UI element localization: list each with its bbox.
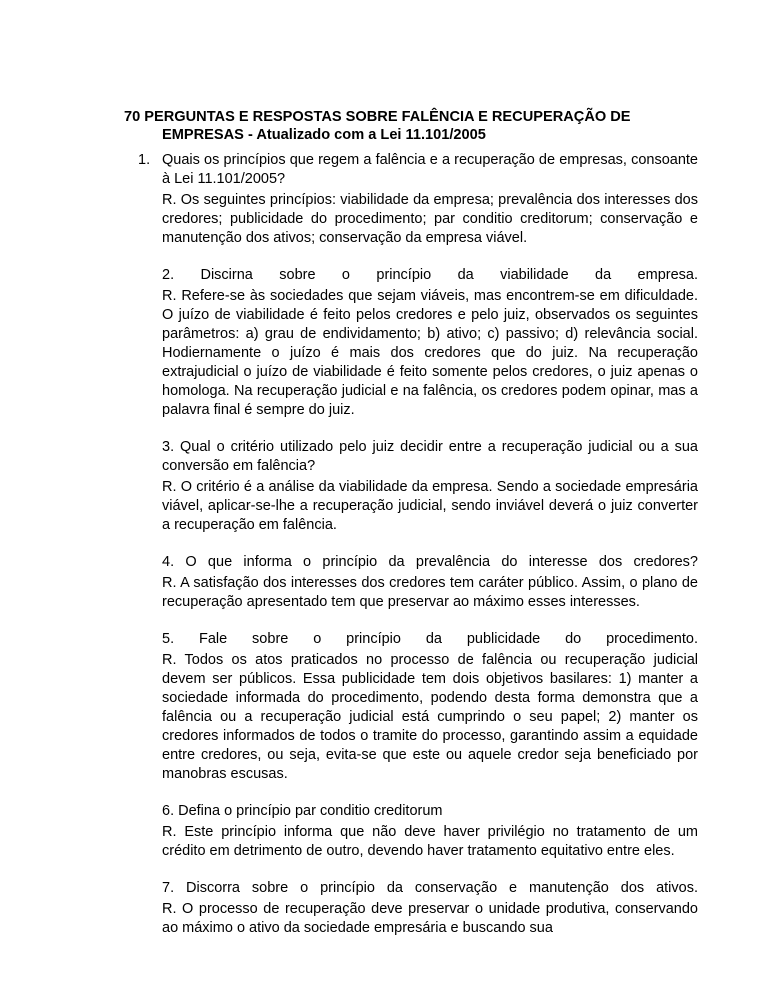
answer-7: R. O processo de recuperação deve preservar o unidade produtiva, conservando ao máximo o ativo da sociedade empresária e buscando sua (162, 901, 698, 936)
answer-3: R. O critério é a análise da viabilidade da empresa. Sendo a sociedade empresária viável, aplicar-se-lhe a recuperação judicial, sendo inviável deverá o juiz converter a recuperação em falência. (162, 479, 698, 533)
answer-2: R. Refere-se às sociedades que sejam viáveis, mas encontrem-se em dificuldade. O juízo de viabilidade é feito pelos credores e pelo juiz, observados os seguintes parâmetros: a) grau de endividamento; b) ativo; c) passivo; d) relevância social. Hodiernamente o juízo é mais dos credores que do juiz. Na recuperação extrajudicial o juízo de viabilidade é feito somente pelos credores, o juiz apenas o homologa. Na recuperação judicial e na falência, os credores podem opinar, mas a palavra final é sempre do juiz. (162, 288, 698, 418)
qa-item-1 (138, 151, 698, 248)
question-1-number: 1. (138, 152, 151, 168)
question-4: 4. O que informa o princípio da prevalência do interesse dos credores? (162, 554, 698, 570)
document-title (124, 108, 704, 144)
question-7: 7. Discorra sobre o princípio da conservação e manutenção dos ativos. (162, 880, 698, 896)
qa-item-5 (162, 630, 698, 784)
qa-item-4 (162, 553, 698, 612)
qa-list (138, 151, 698, 956)
question-2: 2. Discirna sobre o princípio da viabilidade da empresa. (162, 267, 698, 283)
title-line-2: EMPRESAS - Atualizado com a Lei 11.101/2005 (162, 127, 486, 143)
title-line-1: 70 PERGUNTAS E RESPOSTAS SOBRE FALÊNCIA E RECUPERAÇÃO DE (124, 109, 631, 125)
qa-item-6 (162, 802, 698, 861)
question-1 (138, 151, 698, 189)
answer-1: R. Os seguintes princípios: viabilidade da empresa; prevalência dos interesses dos credores; publicidade do procedimento; par conditio creditorum; conservação e manutenção dos ativos; conservação da empresa viável. (162, 192, 698, 246)
question-1-text: Quais os princípios que regem a falência e a recuperação de empresas, consoante à Lei 11.101/2005? (162, 152, 698, 187)
answer-5: R. Todos os atos praticados no processo de falência ou recuperação judicial devem ser públicos. Essa publicidade tem dois objetivos basilares: 1) manter a sociedade informada do procedimento, podendo desta forma demonstra que a falência ou a recuperação judicial está cumprindo o seu papel; 2) manter os credores informados de todos o tramite do processo, garantindo assim a equidade entre credores, ou seja, evita-se que este ou aquele credor seja beneficiado por manobras escusas. (162, 652, 698, 782)
answer-4: R. A satisfação dos interesses dos credores tem caráter público. Assim, o plano de recuperação apresentado tem que preservar ao máximo esses interesses. (162, 575, 698, 610)
question-3: 3. Qual o critério utilizado pelo juiz decidir entre a recuperação judicial ou a sua conversão em falência? (162, 439, 698, 474)
qa-item-7 (162, 879, 698, 938)
answer-6: R. Este princípio informa que não deve haver privilégio no tratamento de um crédito em detrimento de outro, devendo haver tratamento equitativo entre eles. (162, 824, 698, 859)
question-6: 6. Defina o princípio par conditio creditorum (162, 803, 443, 819)
qa-item-2 (162, 266, 698, 420)
question-5: 5. Fale sobre o princípio da publicidade do procedimento. (162, 631, 698, 647)
qa-item-3 (162, 438, 698, 535)
